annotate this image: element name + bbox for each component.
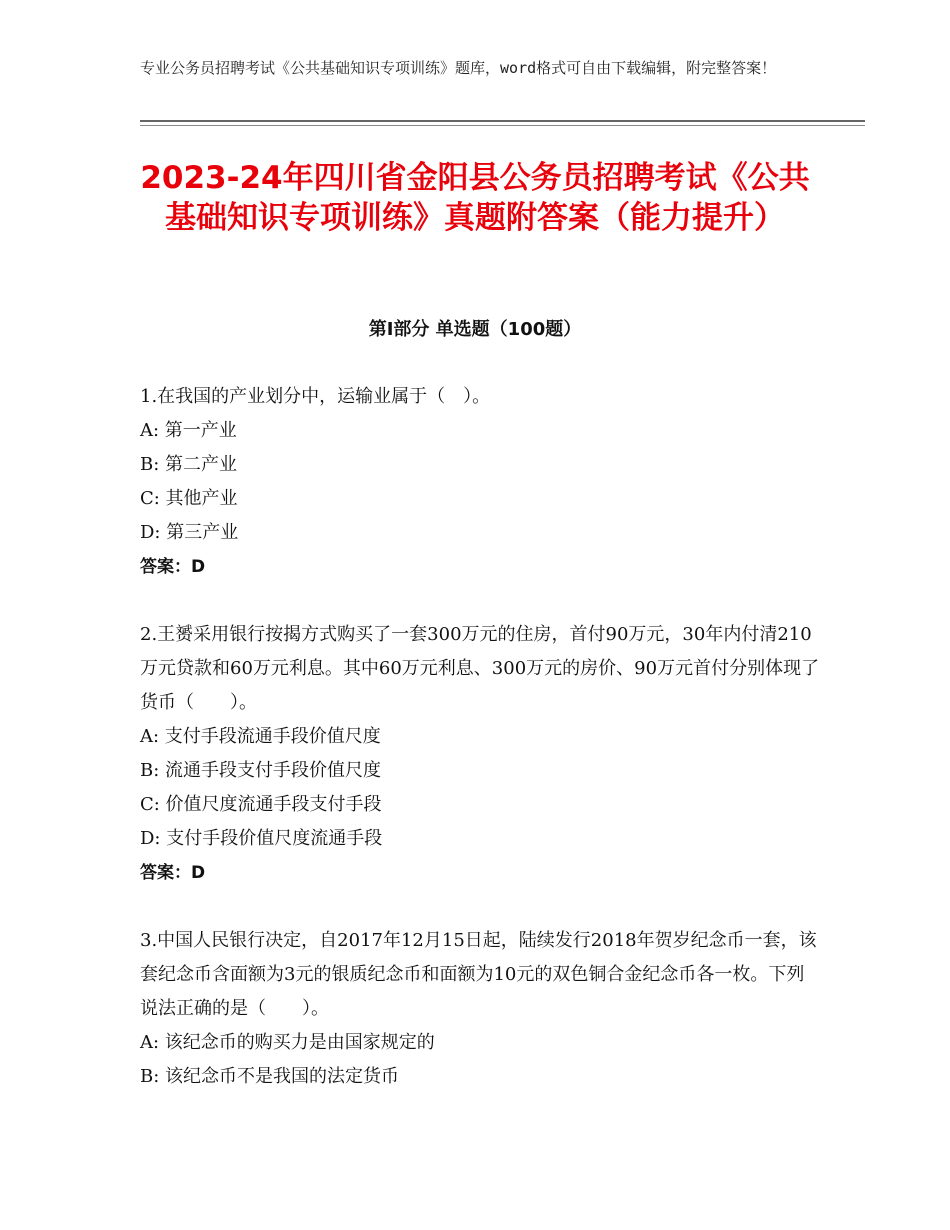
option-d: D: 第三产业 xyxy=(140,522,239,543)
option-d: D: 支付手段价值尺度流通手段 xyxy=(140,828,383,849)
question-stem: 3.中国人民银行决定，自2017年12月15日起，陆续发行2018年贺岁纪念币一套，该套纪念币含面额为3元的银质纪念币和面额为10元的双色铜合金纪念币各一枚。下列说法正确的是（ ）。 xyxy=(140,930,817,1019)
question-stem: 1.在我国的产业划分中，运输业属于（ ）。 xyxy=(140,386,491,407)
question-3 xyxy=(140,924,820,1094)
question-list xyxy=(140,380,820,1128)
header-divider-thin xyxy=(140,125,865,126)
option-a: A: 该纪念币的购买力是由国家规定的 xyxy=(140,1032,435,1053)
header-note: 专业公务员招聘考试《公共基础知识专项训练》题库，word格式可自由下载编辑，附完整答案！ xyxy=(140,59,777,77)
answer: 答案：D xyxy=(140,557,206,577)
question-2 xyxy=(140,618,820,890)
document-title: 2023-24年四川省金阳县公务员招聘考试《公共基础知识专项训练》真题附答案（能力提升） xyxy=(140,160,810,236)
option-b: B: 第二产业 xyxy=(140,454,238,475)
option-c: C: 其他产业 xyxy=(140,488,238,509)
option-a: A: 第一产业 xyxy=(140,420,237,441)
option-c: C: 价值尺度流通手段支付手段 xyxy=(140,794,382,815)
header-divider-thick xyxy=(140,120,865,122)
option-b: B: 该纪念币不是我国的法定货币 xyxy=(140,1066,400,1087)
question-stem: 2.王赟采用银行按揭方式购买了一套300万元的住房，首付90万元，30年内付清210万元贷款和60万元利息。其中60万元利息、300万元的房价、90万元首付分别体现了货币（ ）。 xyxy=(140,624,820,713)
answer: 答案：D xyxy=(140,863,206,883)
section-title: 第Ⅰ部分 单选题（100题） xyxy=(368,319,582,340)
option-b: B: 流通手段支付手段价值尺度 xyxy=(140,760,382,781)
question-1 xyxy=(140,380,820,584)
option-a: A: 支付手段流通手段价值尺度 xyxy=(140,726,381,747)
